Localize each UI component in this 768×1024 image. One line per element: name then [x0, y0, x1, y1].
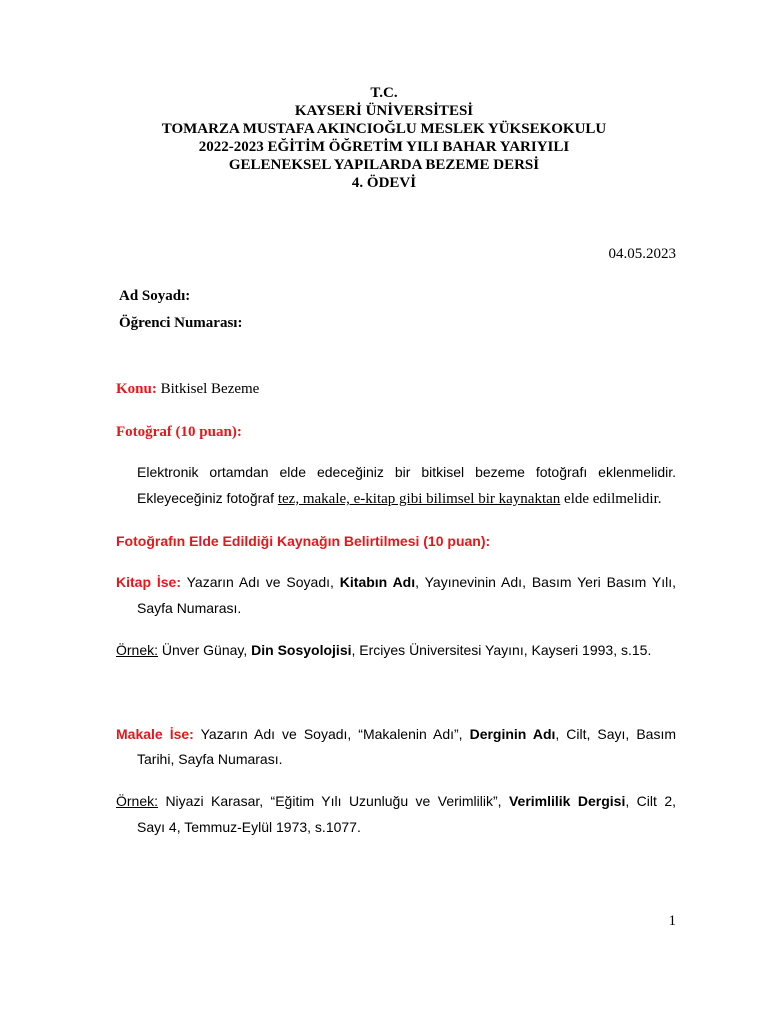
document-header — [0, 84, 768, 192]
topic-line — [116, 381, 259, 398]
photo-instruction-text-a: Ekleyeceğiniz fotoğraf — [137, 490, 278, 506]
name-label: Ad Soyadı: — [119, 288, 191, 304]
photo-instruction-line-1: Elektronik ortamdan elde edeceğiniz bir bitkisel bezeme fotoğrafı eklenmelidir. — [137, 464, 676, 480]
article-example-line-1 — [116, 793, 676, 809]
book-line-1 — [116, 574, 676, 590]
book-example-label: Örnek: — [116, 642, 159, 658]
student-number-label: Öğrenci Numarası: — [119, 315, 243, 331]
article-example-label: Örnek: — [116, 793, 159, 809]
book-line-1-a: Yazarın Adı ve Soyadı, — [181, 574, 340, 590]
book-example-a: Ünver Günay, — [158, 642, 252, 658]
photo-instruction-line-2 — [137, 490, 662, 508]
book-example — [116, 642, 651, 658]
book-line-2: Sayfa Numarası. — [137, 600, 242, 616]
book-line-1-b: , Yayınevinin Adı, Basım Yeri Basım Yılı, — [415, 574, 676, 590]
book-example-b: , Erciyes Üniversitesi Yayını, Kayseri 1993, s.15. — [351, 642, 652, 658]
article-line-1 — [116, 726, 676, 742]
article-journal-placeholder: Derginin Adı — [469, 726, 556, 742]
topic-label: Konu: — [116, 381, 157, 397]
article-example-b: , Cilt 2, — [625, 793, 676, 809]
article-line-1-b: , Cilt, Sayı, Basım — [555, 726, 676, 742]
document-date: 04.05.2023 — [608, 246, 676, 262]
book-title-placeholder: Kitabın Adı — [339, 574, 416, 590]
photo-section-label: Fotoğraf (10 puan): — [116, 424, 242, 440]
book-label: Kitap İse: — [116, 574, 181, 590]
header-line-university: KAYSERİ ÜNİVERSİTESİ — [294, 103, 474, 119]
article-line-1-a: Yazarın Adı ve Soyadı, “Makalenin Adı”, — [193, 726, 470, 742]
header-line-assignment: 4. ÖDEVİ — [351, 175, 417, 191]
article-line-2: Tarihi, Sayfa Numarası. — [137, 751, 283, 767]
topic-value: Bitkisel Bezeme — [156, 381, 260, 397]
page-number: 1 — [668, 913, 676, 929]
article-example-journal: Verimlilik Dergisi — [508, 793, 626, 809]
book-example-title: Din Sosyolojisi — [251, 642, 352, 658]
article-example-line-2: Sayı 4, Temmuz-Eylül 1973, s.1077. — [137, 819, 361, 835]
photo-instruction-text-b: elde edilmelidir. — [560, 491, 662, 507]
header-line-course: GELENEKSEL YAPILARDA BEZEME DERSİ — [228, 157, 540, 173]
header-line-school: TOMARZA MUSTAFA AKINCIOĞLU MESLEK YÜKSEKOKULU — [161, 121, 607, 137]
source-section-label: Fotoğrafın Elde Edildiği Kaynağın Belirtilmesi (10 puan): — [116, 533, 491, 549]
header-line-tc: T.C. — [370, 85, 398, 101]
article-example-a: Niyazi Karasar, “Eğitim Yılı Uzunluğu ve Verimlilik”, — [158, 793, 509, 809]
photo-instruction-underlined: tez, makale, e-kitap gibi bilimsel bir kaynaktan — [277, 491, 561, 507]
article-label: Makale İse: — [116, 726, 194, 742]
header-line-term: 2022-2023 EĞİTİM ÖĞRETİM YILI BAHAR YARIYILI — [198, 139, 570, 155]
